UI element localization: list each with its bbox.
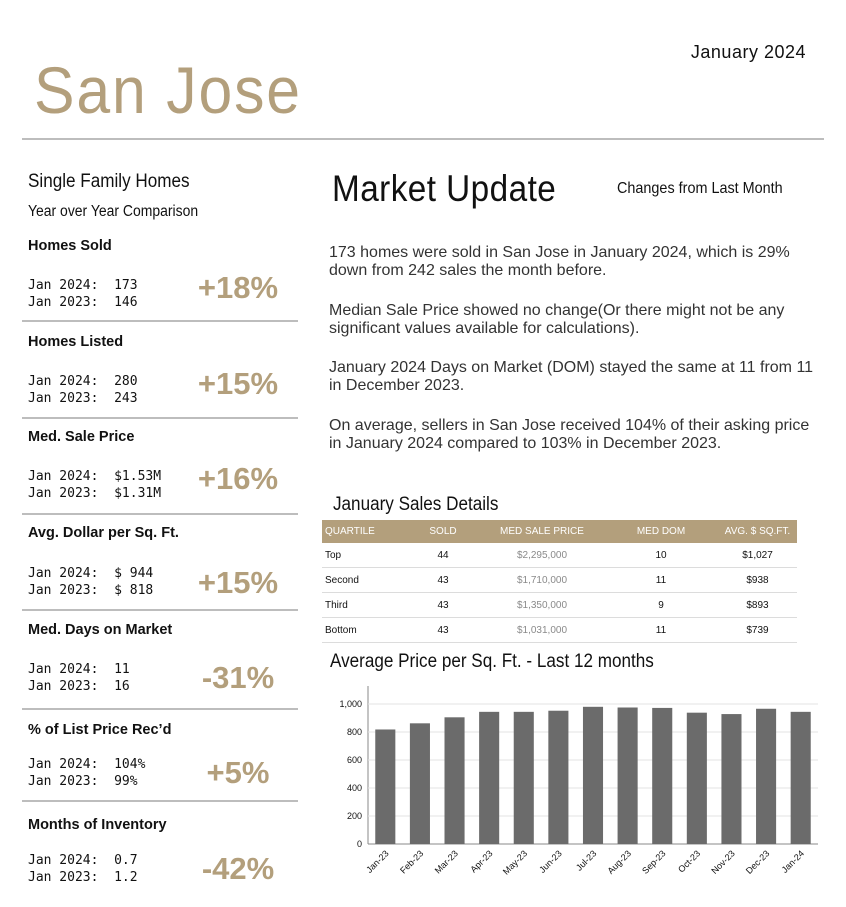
table-cell: 43: [406, 593, 480, 618]
header-divider: [22, 138, 824, 140]
column-header: MED DOM: [604, 520, 718, 543]
x-tick-label: Sep-23: [640, 848, 668, 876]
table-cell: Third: [322, 593, 406, 618]
stat-title: Med. Sale Price: [28, 429, 135, 445]
table-cell: $893: [718, 593, 797, 618]
stat-current: Jan 2024: 0.7: [28, 853, 138, 868]
x-tick-label: Feb-23: [398, 848, 426, 876]
table-cell: 11: [604, 618, 718, 643]
stat-change: +18%: [197, 270, 279, 305]
column-header: QUARTILE: [322, 520, 406, 543]
table-cell: $1,027: [718, 543, 797, 568]
table-cell: 43: [406, 618, 480, 643]
price-per-sqft-chart: [322, 680, 822, 902]
table-cell: $1,350,000: [480, 593, 604, 618]
sales-details-table: [322, 520, 797, 643]
table-row: [322, 593, 797, 618]
stat-title: Avg. Dollar per Sq. Ft.: [28, 525, 179, 541]
x-tick-label: Mar-23: [432, 848, 460, 876]
left-heading: Single Family Homes: [28, 171, 190, 192]
column-header: AVG. $ SQ.FT.: [718, 520, 797, 543]
stat-current: Jan 2024: $1.53M: [28, 469, 162, 484]
table-cell: $739: [718, 618, 797, 643]
column-header: MED SALE PRICE: [480, 520, 604, 543]
stat-current: Jan 2024: 104%: [28, 757, 146, 772]
stat-title: Homes Sold: [28, 238, 112, 254]
x-tick-label: Jun-23: [537, 848, 564, 875]
x-tick-label: Aug-23: [605, 848, 634, 876]
stat-current: Jan 2024: 173: [28, 278, 138, 293]
table-header-row: [322, 520, 797, 543]
city-title: San Jose: [34, 53, 302, 127]
x-tick-label: Jan-23: [364, 848, 391, 875]
stat-previous: Jan 2023: 99%: [28, 774, 138, 789]
stat-divider: [22, 320, 298, 322]
table-cell: $1,031,000: [480, 618, 604, 643]
market-paragraph: 173 homes were sold in San Jose in January 2024, which is 29% down from 242 sales the month before.: [329, 244, 790, 279]
x-tick-label: Nov-23: [709, 848, 737, 876]
stat-title: Homes Listed: [28, 334, 124, 350]
stat-change: +5%: [206, 755, 270, 790]
table-cell: 11: [604, 568, 718, 593]
stat-previous: Jan 2023: 16: [28, 679, 130, 694]
table-row: [322, 568, 797, 593]
table-cell: Bottom: [322, 618, 406, 643]
stat-current: Jan 2024: $ 944: [28, 566, 154, 581]
chart-bar: [445, 717, 465, 844]
y-tick-label: 0: [356, 839, 362, 849]
sales-details-title: January Sales Details: [333, 494, 499, 515]
y-tick-label: 600: [346, 755, 362, 765]
x-tick-label: Apr-23: [468, 848, 495, 875]
stat-change: +15%: [197, 565, 279, 600]
stat-divider: [22, 609, 298, 611]
market-paragraph: Median Sale Price showed no change(Or there might not be any significant values available for calculations).: [329, 302, 785, 337]
chart-bar: [548, 711, 568, 844]
x-tick-label: Jan-24: [779, 848, 807, 875]
table-cell: 44: [406, 543, 480, 568]
table-cell: 43: [406, 568, 480, 593]
chart-bar: [652, 708, 672, 844]
x-tick-label: Jul-23: [574, 848, 599, 873]
x-tick-label: Dec-23: [743, 848, 772, 876]
market-paragraph: On average, sellers in San Jose received 104% of their asking price in January 2024 compared to 103% in December 2023.: [329, 417, 810, 452]
table-row: [322, 543, 797, 568]
chart-title: Average Price per Sq. Ft. - Last 12 months: [330, 651, 654, 672]
stat-divider: [22, 417, 298, 419]
table-row: [322, 618, 797, 643]
stat-previous: Jan 2023: 243: [28, 391, 138, 406]
stat-title: % of List Price Rec’d: [28, 722, 172, 738]
chart-bar: [687, 713, 707, 844]
column-header: SOLD: [406, 520, 480, 543]
stat-divider: [22, 513, 298, 515]
y-tick-label: 200: [346, 811, 362, 821]
chart-bar: [721, 714, 741, 844]
stat-previous: Jan 2023: 146: [28, 295, 138, 310]
y-tick-label: 1,000: [339, 699, 362, 709]
table-cell: 10: [604, 543, 718, 568]
x-tick-label: May-23: [500, 848, 530, 877]
report-date: January 2024: [690, 42, 806, 62]
stat-change: +16%: [197, 461, 279, 496]
market-paragraph: January 2024 Days on Market (DOM) stayed the same at 11 from 11 in December 2023.: [329, 359, 814, 394]
left-subheading: Year over Year Comparison: [28, 203, 199, 220]
stat-divider: [22, 800, 298, 802]
table-cell: $1,710,000: [480, 568, 604, 593]
stat-change: -42%: [201, 851, 275, 886]
stat-change: -31%: [201, 660, 275, 695]
chart-bar: [479, 712, 499, 844]
table-cell: $938: [718, 568, 797, 593]
stat-previous: Jan 2023: $ 818: [28, 583, 154, 598]
chart-bar: [514, 712, 534, 844]
stat-divider: [22, 708, 298, 710]
x-tick-label: Oct-23: [676, 848, 703, 875]
stat-change: +15%: [197, 366, 279, 401]
table-cell: Top: [322, 543, 406, 568]
stat-current: Jan 2024: 280: [28, 374, 138, 389]
table-cell: Second: [322, 568, 406, 593]
y-tick-label: 800: [346, 727, 362, 737]
stat-current: Jan 2024: 11: [28, 662, 130, 677]
stat-title: Med. Days on Market: [28, 622, 173, 638]
chart-bar: [791, 712, 811, 844]
chart-bar: [618, 708, 638, 845]
chart-bar: [410, 723, 430, 844]
market-update-subtitle: Changes from Last Month: [617, 180, 783, 197]
chart-bar: [583, 707, 603, 844]
y-tick-label: 400: [346, 783, 362, 793]
chart-bar: [375, 729, 395, 844]
table-cell: 9: [604, 593, 718, 618]
table-cell: $2,295,000: [480, 543, 604, 568]
stat-title: Months of Inventory: [28, 817, 167, 833]
market-update-title: Market Update: [332, 168, 557, 209]
chart-bar: [756, 709, 776, 844]
stat-previous: Jan 2023: $1.31M: [28, 486, 162, 501]
stat-previous: Jan 2023: 1.2: [28, 870, 138, 885]
